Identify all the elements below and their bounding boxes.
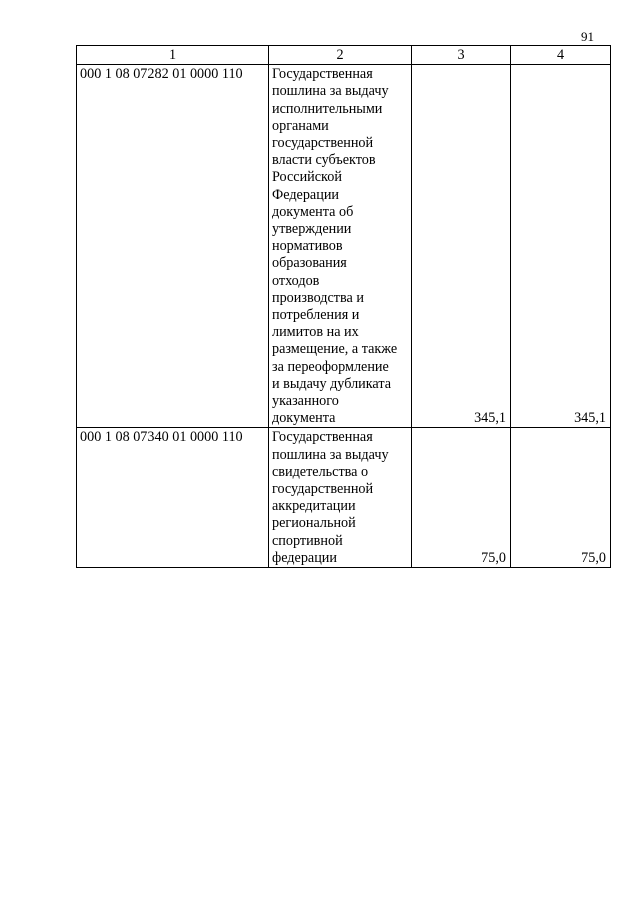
- header-col-4: 4: [511, 46, 611, 65]
- row-value-4: 75,0: [511, 428, 611, 568]
- row-name-line: власти субъектов: [272, 152, 376, 169]
- row-name-line: региональной: [272, 515, 356, 532]
- row-name-line: нормативов: [272, 238, 343, 255]
- page-number: 91: [581, 29, 594, 44]
- budget-table: [76, 45, 611, 568]
- row-name-line: государственной: [272, 135, 374, 152]
- row-name-line: за переоформление: [272, 358, 389, 375]
- table-row: [77, 65, 611, 428]
- row-value-3: 75,0: [412, 428, 511, 568]
- row-code: 000 1 08 07282 01 0000 110: [77, 65, 269, 428]
- row-name-line: документа: [272, 410, 336, 427]
- row-name-line: органами: [272, 117, 329, 134]
- row-name-line: Государственная: [272, 429, 373, 446]
- row-name-line: федерации: [272, 549, 337, 566]
- row-value-4: 345,1: [511, 65, 611, 428]
- row-name-line: свидетельства о: [272, 463, 369, 480]
- row-name-line: исполнительными: [272, 100, 383, 117]
- header-col-3: 3: [412, 46, 511, 65]
- row-name-line: утверждении: [272, 221, 352, 238]
- row-name-line: пошлина за выдачу: [272, 83, 389, 100]
- row-name-line: отходов: [272, 272, 320, 289]
- row-name-line: аккредитации: [272, 498, 356, 515]
- row-name-line: спортивной: [272, 532, 343, 549]
- row-name-line: Государственная: [272, 66, 373, 83]
- table-header-row: [77, 46, 611, 65]
- row-name-line: потребления и: [272, 307, 360, 324]
- row-name-line: указанного: [272, 393, 339, 410]
- row-name-line: лимитов на их: [272, 324, 359, 341]
- row-name-line: государственной: [272, 481, 374, 498]
- row-code: 000 1 08 07340 01 0000 110: [77, 428, 269, 568]
- row-name-line: Федерации: [272, 186, 340, 203]
- row-name-line: производства и: [272, 289, 364, 306]
- header-col-1: 1: [77, 46, 269, 65]
- row-name-line: размещение, а также: [272, 341, 398, 358]
- row-name-line: образования: [272, 255, 347, 272]
- row-value-3: 345,1: [412, 65, 511, 428]
- row-name-line: документа об: [272, 203, 354, 220]
- row-name-line: и выдачу дубликата: [272, 375, 392, 392]
- table-row: [77, 428, 611, 568]
- row-name: [269, 65, 412, 428]
- row-name-line: Российской: [272, 169, 342, 186]
- row-name-line: пошлина за выдачу: [272, 446, 389, 463]
- header-col-2: 2: [269, 46, 412, 65]
- row-name: [269, 428, 412, 568]
